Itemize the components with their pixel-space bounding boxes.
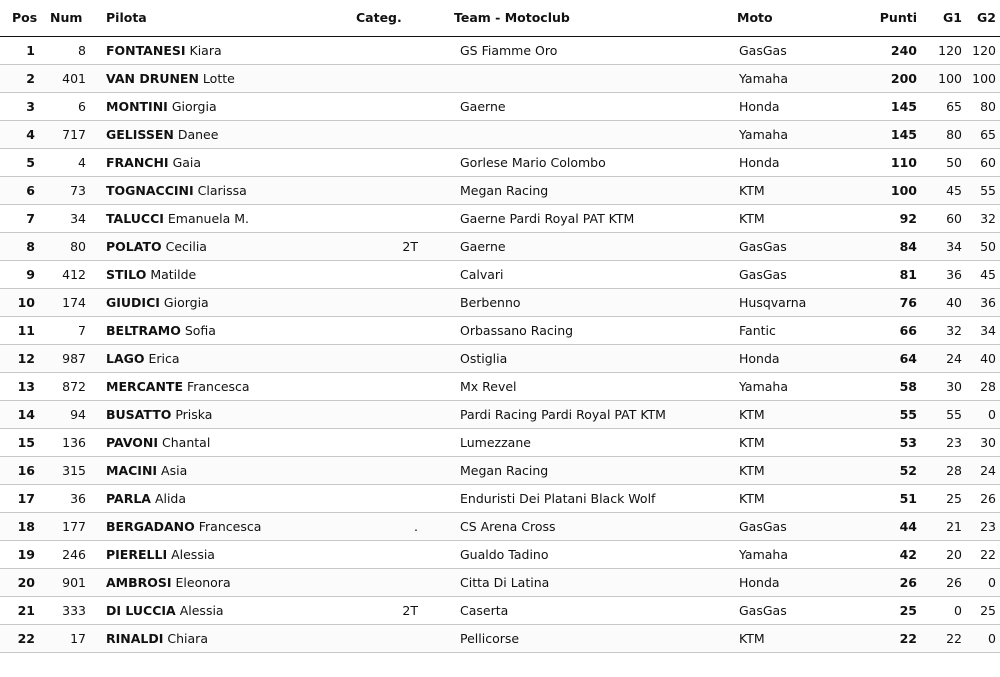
rider-surname: AMBROSI — [106, 574, 172, 590]
cell-pilota — [86, 484, 348, 512]
cell-g2: 120 — [972, 42, 996, 58]
rider-surname: PARLA — [106, 490, 151, 506]
rider-surname: FRANCHI — [106, 154, 169, 170]
cell-punti: 52 — [850, 456, 919, 484]
cell-team: Megan Racing — [450, 176, 733, 204]
cell-moto: KTM — [733, 176, 850, 204]
cell-g1: 65 — [946, 98, 962, 114]
rider-name: Lotte — [202, 70, 235, 86]
cell-pos: 6 — [0, 176, 43, 204]
cell-num: 987 — [43, 344, 86, 372]
cell-g1: 34 — [919, 232, 964, 260]
cell-team: Gaerne — [450, 232, 733, 260]
cell-g1: 25 — [946, 490, 962, 506]
cell-pos: 7 — [26, 210, 35, 226]
cell-g1: 60 — [946, 210, 962, 226]
cell-pilota — [86, 568, 348, 596]
cell-g2: 0 — [964, 624, 1000, 652]
cell-g1: 24 — [919, 344, 964, 372]
cell-punti: 81 — [899, 266, 917, 282]
cell-pos: 18 — [0, 512, 43, 540]
rider-surname: STILO — [106, 266, 147, 282]
cell-num: 34 — [70, 210, 86, 226]
cell-g2: 23 — [964, 512, 1000, 540]
rider-surname: FONTANESI — [106, 42, 186, 58]
rider-surname: PAVONI — [106, 434, 159, 450]
rider-name: Chantal — [162, 434, 211, 450]
cell-pilota — [86, 428, 348, 456]
cell-pilota — [86, 148, 348, 176]
rider-surname: BUSATTO — [106, 406, 172, 422]
cell-moto: Fantic — [739, 322, 776, 338]
cell-moto: Yamaha — [733, 120, 850, 148]
cell-g2: 36 — [964, 288, 1000, 316]
cell-categ — [348, 36, 450, 64]
cell-team: Caserta — [460, 602, 509, 618]
cell-pos: 21 — [17, 602, 35, 618]
cell-moto: GasGas — [739, 602, 787, 618]
cell-punti: 76 — [850, 288, 919, 316]
rider-name: Emanuela M. — [167, 210, 250, 226]
cell-categ — [348, 568, 450, 596]
cell-punti: 145 — [890, 98, 917, 114]
cell-num: 136 — [62, 434, 86, 450]
cell-categ — [348, 288, 450, 316]
cell-g1: 0 — [954, 602, 962, 618]
cell-team — [450, 120, 733, 148]
rider-surname: TOGNACCINI — [106, 182, 194, 198]
cell-moto: GasGas — [733, 512, 850, 540]
cell-g2: 40 — [964, 344, 1000, 372]
cell-punti: 66 — [899, 322, 917, 338]
cell-moto: KTM — [733, 400, 850, 428]
rider-name: Danee — [177, 126, 219, 142]
cell-pos: 20 — [0, 568, 43, 596]
header-team: Team - Motoclub — [454, 10, 570, 26]
rider-name: Eleonora — [175, 574, 231, 590]
rider-name: Matilde — [150, 266, 197, 282]
cell-pos: 3 — [26, 98, 35, 114]
categ-value: . — [414, 518, 418, 534]
cell-pos: 2 — [0, 64, 43, 92]
cell-team: GS Fiamme Oro — [460, 42, 558, 58]
cell-num: 80 — [43, 232, 86, 260]
cell-categ — [348, 176, 450, 204]
cell-g2: 26 — [980, 490, 996, 506]
rider-name: Francesca — [198, 518, 262, 534]
categ-value: 2T — [402, 602, 418, 618]
table-row — [0, 372, 1000, 400]
cell-categ — [348, 344, 450, 372]
cell-pos: 1 — [26, 42, 35, 58]
cell-categ — [348, 484, 450, 512]
rider-name: Clarissa — [197, 182, 247, 198]
header-row — [0, 0, 1000, 36]
cell-pos: 11 — [17, 322, 35, 338]
cell-pilota — [86, 456, 348, 484]
rider-name: Alessia — [179, 602, 224, 618]
cell-punti: 58 — [899, 378, 917, 394]
cell-punti: 64 — [850, 344, 919, 372]
cell-g1: 30 — [946, 378, 962, 394]
cell-team: Ostiglia — [450, 344, 733, 372]
cell-team: Pellicorse — [450, 624, 733, 652]
cell-pos: 15 — [17, 434, 35, 450]
cell-pos: 14 — [0, 400, 43, 428]
cell-moto: KTM — [739, 210, 765, 226]
rider-name: Giorgia — [163, 294, 209, 310]
table-row — [0, 232, 1000, 260]
cell-g1: 22 — [919, 624, 964, 652]
table-header — [0, 0, 1000, 36]
cell-moto: GasGas — [739, 266, 787, 282]
cell-moto: KTM — [739, 490, 765, 506]
cell-team — [450, 64, 733, 92]
table-row — [0, 92, 1000, 120]
cell-g2: 32 — [980, 210, 996, 226]
cell-categ — [348, 428, 450, 456]
rider-surname: GELISSEN — [106, 126, 174, 142]
cell-g2: 80 — [980, 98, 996, 114]
table-row — [0, 260, 1000, 288]
cell-g1: 45 — [919, 176, 964, 204]
cell-punti: 200 — [850, 64, 919, 92]
table-row — [0, 484, 1000, 512]
cell-g2: 45 — [980, 266, 996, 282]
cell-num: 412 — [62, 266, 86, 282]
cell-pilota — [86, 92, 348, 120]
header-pilota: Pilota — [106, 10, 147, 26]
table-row — [0, 36, 1000, 64]
cell-team: CS Arena Cross — [450, 512, 733, 540]
rider-surname: VAN DRUNEN — [106, 70, 199, 86]
cell-num: 246 — [62, 546, 86, 562]
cell-num: 315 — [43, 456, 86, 484]
cell-team: Megan Racing — [450, 456, 733, 484]
cell-num: 7 — [78, 322, 86, 338]
cell-moto: Honda — [733, 344, 850, 372]
table-row — [0, 288, 1000, 316]
cell-g1: 32 — [946, 322, 962, 338]
cell-g1: 20 — [946, 546, 962, 562]
table-row — [0, 624, 1000, 652]
cell-pos: 22 — [0, 624, 43, 652]
table-row — [0, 512, 1000, 540]
cell-punti: 53 — [899, 434, 917, 450]
header-g2: G2 — [977, 10, 996, 26]
cell-pilota — [86, 36, 348, 64]
cell-moto: Yamaha — [733, 64, 850, 92]
cell-g2: 22 — [980, 546, 996, 562]
cell-punti: 42 — [899, 546, 917, 562]
rider-name: Asia — [161, 462, 188, 478]
cell-g2: 0 — [964, 568, 1000, 596]
cell-g1: 100 — [919, 64, 964, 92]
rider-surname: MACINI — [106, 462, 158, 478]
rider-surname: RINALDI — [106, 630, 164, 646]
cell-num: 36 — [70, 490, 86, 506]
header-moto: Moto — [737, 10, 773, 26]
cell-team: Orbassano Racing — [460, 322, 574, 338]
table-row — [0, 456, 1000, 484]
table-row — [0, 540, 1000, 568]
header-punti: Punti — [879, 10, 917, 26]
table-row — [0, 176, 1000, 204]
rider-name: Alessia — [171, 546, 215, 562]
cell-punti: 240 — [890, 42, 917, 58]
cell-num: 333 — [62, 602, 86, 618]
cell-categ — [348, 372, 450, 400]
table-row — [0, 400, 1000, 428]
table-row — [0, 428, 1000, 456]
cell-pilota — [86, 400, 348, 428]
cell-pos: 8 — [0, 232, 43, 260]
cell-g1: 28 — [919, 456, 964, 484]
cell-pos: 10 — [0, 288, 43, 316]
cell-team: Enduristi Dei Platani Black Wolf — [460, 490, 656, 506]
cell-pilota — [86, 540, 348, 568]
cell-categ — [348, 92, 450, 120]
cell-num: 901 — [43, 568, 86, 596]
cell-moto: Yamaha — [739, 378, 788, 394]
cell-moto: GasGas — [733, 232, 850, 260]
cell-pos: 13 — [17, 378, 35, 394]
cell-categ — [348, 232, 450, 260]
rider-surname: DI LUCCIA — [106, 602, 176, 618]
rider-name: Francesca — [186, 378, 250, 394]
cell-pilota — [86, 316, 348, 344]
header-categ: Categ. — [356, 10, 402, 26]
cell-moto: Honda — [739, 154, 780, 170]
cell-punti: 100 — [850, 176, 919, 204]
rider-name: Alida — [154, 490, 187, 506]
cell-team: Citta Di Latina — [450, 568, 733, 596]
cell-moto: Husqvarna — [733, 288, 850, 316]
cell-categ — [348, 512, 450, 540]
table-body — [0, 36, 1000, 652]
cell-pos: 4 — [0, 120, 43, 148]
cell-g1: 80 — [919, 120, 964, 148]
rider-surname: BERGADANO — [106, 518, 195, 534]
rider-surname: TALUCCI — [106, 210, 164, 226]
cell-pos: 19 — [17, 546, 35, 562]
cell-num: 717 — [43, 120, 86, 148]
cell-categ — [348, 148, 450, 176]
cell-g1: 50 — [946, 154, 962, 170]
cell-g2: 25 — [980, 602, 996, 618]
cell-num: 6 — [78, 98, 86, 114]
cell-g2: 50 — [964, 232, 1000, 260]
table-row — [0, 148, 1000, 176]
cell-num: 174 — [43, 288, 86, 316]
cell-pilota — [86, 512, 348, 540]
rider-surname: POLATO — [106, 238, 162, 254]
rider-surname: MERCANTE — [106, 378, 183, 394]
table-row — [0, 344, 1000, 372]
rider-name: Kiara — [189, 42, 222, 58]
cell-g1: 36 — [946, 266, 962, 282]
table-row — [0, 596, 1000, 624]
cell-pilota — [86, 204, 348, 232]
cell-g2: 60 — [980, 154, 996, 170]
cell-g1: 23 — [946, 434, 962, 450]
cell-moto: Yamaha — [739, 546, 788, 562]
cell-categ — [348, 624, 450, 652]
cell-team: Lumezzane — [460, 434, 531, 450]
cell-team: Berbenno — [450, 288, 733, 316]
cell-team: Gorlese Mario Colombo — [460, 154, 606, 170]
rider-name: Sofia — [184, 322, 216, 338]
cell-punti: 22 — [850, 624, 919, 652]
rider-name: Chiara — [167, 630, 208, 646]
cell-pos: 12 — [0, 344, 43, 372]
cell-g2: 28 — [980, 378, 996, 394]
cell-pilota — [86, 596, 348, 624]
cell-team: Calvari — [460, 266, 504, 282]
cell-team: Mx Revel — [460, 378, 517, 394]
header-pos: Pos — [12, 10, 38, 26]
cell-team: Gaerne Pardi Royal PAT KTM — [460, 210, 635, 226]
cell-g2: 0 — [964, 400, 1000, 428]
table-row — [0, 568, 1000, 596]
cell-pilota — [86, 624, 348, 652]
cell-categ — [348, 456, 450, 484]
table-row — [0, 64, 1000, 92]
cell-num: 872 — [62, 378, 86, 394]
cell-num: 94 — [43, 400, 86, 428]
cell-pilota — [86, 288, 348, 316]
cell-num: 8 — [78, 42, 86, 58]
cell-g2: 24 — [964, 456, 1000, 484]
cell-punti: 44 — [850, 512, 919, 540]
cell-moto: GasGas — [739, 42, 787, 58]
cell-team: Pardi Racing Pardi Royal PAT KTM — [450, 400, 733, 428]
rider-name: Priska — [175, 406, 213, 422]
cell-pos: 17 — [17, 490, 35, 506]
table-row — [0, 316, 1000, 344]
header-num: Num — [50, 10, 83, 26]
cell-punti: 25 — [899, 602, 917, 618]
cell-moto: KTM — [733, 624, 850, 652]
cell-pilota — [86, 344, 348, 372]
cell-g1: 21 — [919, 512, 964, 540]
cell-moto: Honda — [733, 568, 850, 596]
cell-num: 177 — [43, 512, 86, 540]
cell-categ — [348, 540, 450, 568]
cell-punti: 26 — [850, 568, 919, 596]
cell-g2: 65 — [964, 120, 1000, 148]
rider-name: Gaia — [172, 154, 202, 170]
cell-categ — [348, 204, 450, 232]
rider-surname: LAGO — [106, 350, 145, 366]
cell-g1: 120 — [938, 42, 962, 58]
cell-g1: 55 — [919, 400, 964, 428]
cell-pos: 16 — [0, 456, 43, 484]
table-row — [0, 120, 1000, 148]
categ-value: 2T — [402, 238, 418, 254]
cell-categ — [348, 120, 450, 148]
cell-pilota — [86, 64, 348, 92]
cell-moto: KTM — [733, 456, 850, 484]
cell-pilota — [86, 120, 348, 148]
rider-surname: BELTRAMO — [106, 322, 181, 338]
cell-punti: 110 — [890, 154, 917, 170]
cell-num: 401 — [43, 64, 86, 92]
cell-categ — [348, 316, 450, 344]
cell-g1: 40 — [919, 288, 964, 316]
cell-team: Gaerne — [460, 98, 506, 114]
cell-punti: 92 — [899, 210, 917, 226]
cell-categ — [348, 260, 450, 288]
cell-pilota — [86, 372, 348, 400]
cell-moto: Honda — [739, 98, 780, 114]
rider-surname: GIUDICI — [106, 294, 160, 310]
cell-categ — [348, 596, 450, 624]
rider-surname: MONTINI — [106, 98, 168, 114]
cell-pilota — [86, 232, 348, 260]
cell-punti: 55 — [850, 400, 919, 428]
cell-g2: 100 — [964, 64, 1000, 92]
cell-punti: 84 — [850, 232, 919, 260]
cell-num: 73 — [43, 176, 86, 204]
cell-categ — [348, 400, 450, 428]
cell-num: 4 — [78, 154, 86, 170]
cell-punti: 51 — [899, 490, 917, 506]
table-row — [0, 204, 1000, 232]
cell-pilota — [86, 176, 348, 204]
cell-g1: 26 — [919, 568, 964, 596]
cell-g2: 30 — [980, 434, 996, 450]
rider-name: Giorgia — [171, 98, 217, 114]
cell-pilota — [86, 260, 348, 288]
header-g1: G1 — [943, 10, 962, 26]
cell-pos: 5 — [26, 154, 35, 170]
cell-categ — [348, 64, 450, 92]
rider-name: Erica — [148, 350, 180, 366]
cell-team: Gualdo Tadino — [460, 546, 549, 562]
cell-moto: KTM — [739, 434, 765, 450]
rider-name: Cecilia — [165, 238, 207, 254]
cell-g2: 55 — [964, 176, 1000, 204]
cell-punti: 145 — [850, 120, 919, 148]
rider-surname: PIERELLI — [106, 546, 168, 562]
cell-num: 17 — [43, 624, 86, 652]
cell-pos: 9 — [26, 266, 35, 282]
cell-g2: 34 — [980, 322, 996, 338]
